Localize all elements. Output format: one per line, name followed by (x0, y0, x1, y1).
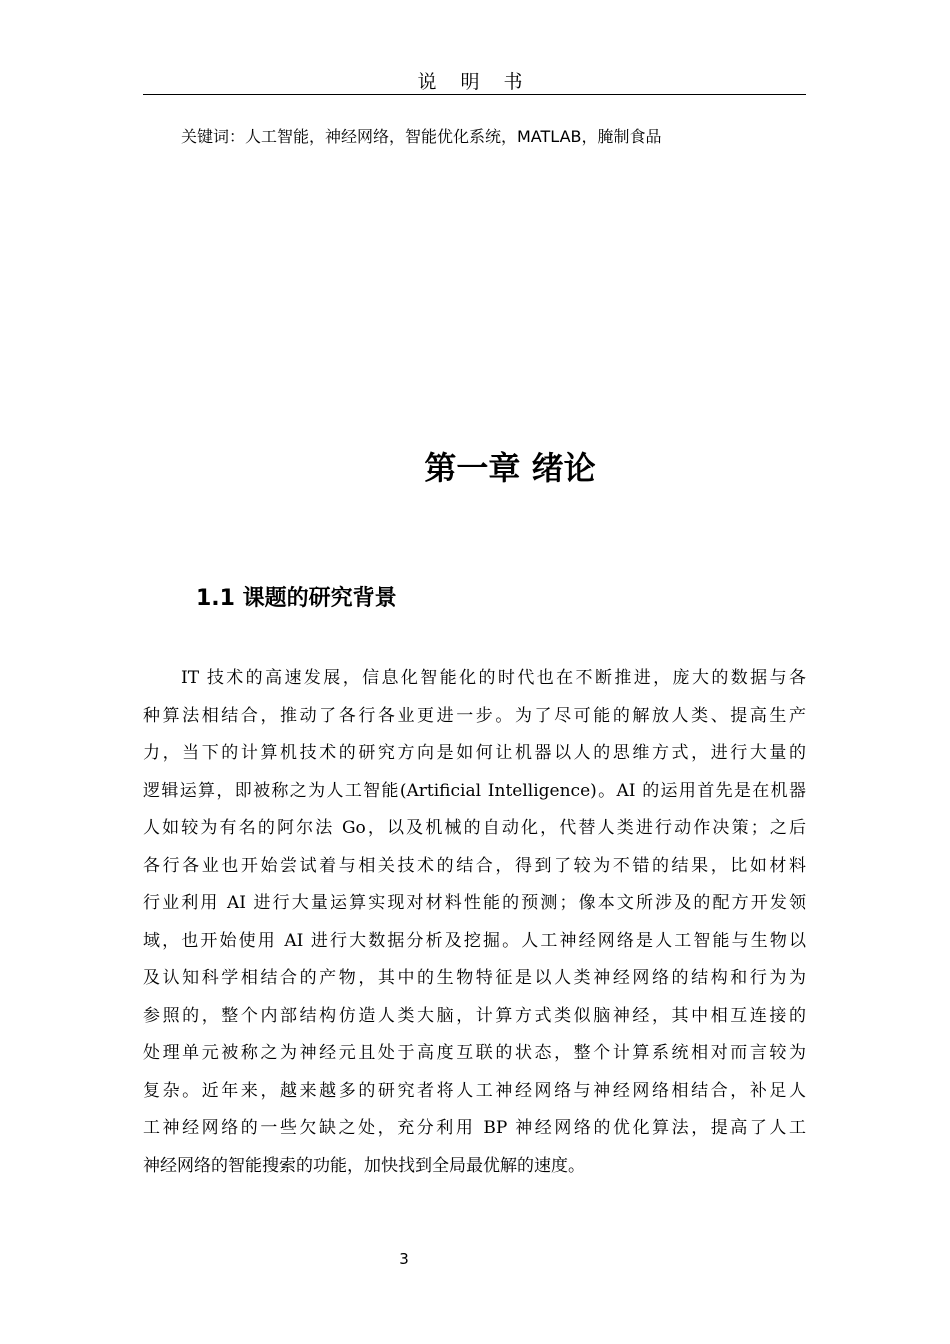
page-header-title: 说 明 书 (417, 71, 532, 93)
paragraph-line: 人如较为有名的阿尔法 Go，以及机械的自动化，代替人类进行动作决策；之后 (143, 818, 806, 838)
paragraph-line: 域，也开始使用 AI 进行大数据分析及挖掘。人工神经网络是人工智能与生物以 (143, 930, 806, 951)
header-divider (143, 94, 806, 95)
paragraph-line: 神经网络的智能搜索的功能，加快找到全局最优解的速度。 (143, 1155, 585, 1176)
page-number: 3 (399, 1250, 409, 1268)
chapter-title: 第一章 绪论 (424, 449, 596, 487)
paragraph-line: 种算法相结合，推动了各行各业更进一步。为了尽可能的解放人类、提高生产 (143, 705, 806, 726)
paragraph-line: 参照的，整个内部结构仿造人类大脑，计算方式类似脑神经，其中相互连接的 (143, 1005, 806, 1026)
paragraph-line: 复杂。近年来，越来越多的研究者将人工神经网络与神经网络相结合，补足人 (143, 1080, 806, 1101)
keywords-line: 关键词：人工智能，神经网络，智能优化系统，MATLAB，腌制食品 (181, 127, 662, 146)
paragraph-line: 各行各业也开始尝试着与相关技术的结合，得到了较为不错的结果，比如材料 (143, 855, 806, 876)
paragraph-line: IT 技术的高速发展，信息化智能化的时代也在不断推进，庞大的数据与各 (181, 668, 806, 688)
paragraph-line: 力，当下的计算机技术的研究方向是如何让机器以人的思维方式，进行大量的 (143, 743, 806, 763)
paragraph-line: 及认知科学相结合的产物，其中的生物特征是以人类神经网络的结构和行为为 (143, 968, 806, 988)
body-paragraph (143, 660, 806, 1185)
paragraph-line: 行业利用 AI 进行大量运算实现对材料性能的预测；像本文所涉及的配方开发领 (143, 893, 806, 913)
section-title: 1.1 课题的研究背景 (196, 586, 397, 611)
paragraph-line: 处理单元被称之为神经元且处于高度互联的状态，整个计算系统相对而言较为 (143, 1043, 806, 1063)
paragraph-line: 逻辑运算，即被称之为人工智能(Artificial Intelligence)。AI 的运用首先是在机器 (143, 780, 806, 801)
paragraph-line: 工神经网络的一些欠缺之处，充分利用 BP 神经网络的优化算法，提高了人工 (143, 1118, 806, 1138)
